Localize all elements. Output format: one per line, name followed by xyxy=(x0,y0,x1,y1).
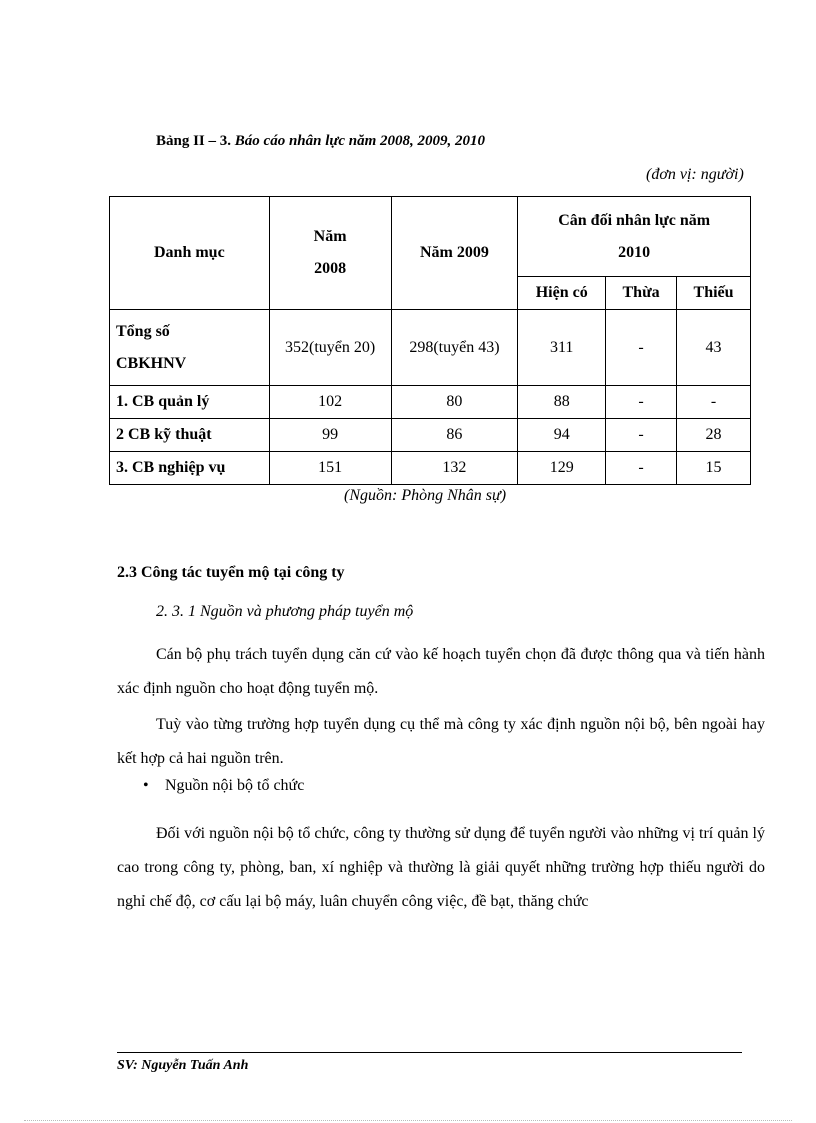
cell-2008: 102 xyxy=(269,386,391,419)
header-surplus: Thừa xyxy=(606,277,677,310)
source-note: (Nguồn: Phòng Nhân sự) xyxy=(344,487,507,504)
paragraph: Cán bộ phụ trách tuyển dụng căn cứ vào kế hoạch tuyển chọn đã được thông qua và tiến hành xác định nguồn cho hoạt động tuyển mộ. xyxy=(117,646,765,697)
page-edge-divider xyxy=(24,1120,792,1121)
cell-2009: 132 xyxy=(391,452,518,485)
cell-surplus: - xyxy=(606,310,677,386)
header-category: Danh mục xyxy=(110,197,270,310)
table-row xyxy=(110,386,751,419)
header-shortage: Thiếu xyxy=(677,277,751,310)
cell-current: 88 xyxy=(518,386,606,419)
row-label: 2 CB kỹ thuật xyxy=(110,419,270,452)
cell-surplus: - xyxy=(606,386,677,419)
header-2009: Năm 2009 xyxy=(391,197,518,310)
cell-shortage: 43 xyxy=(677,310,751,386)
cell-shortage: - xyxy=(677,386,751,419)
cell-2009: 86 xyxy=(391,419,518,452)
caption-prefix: Bảng II – 3. xyxy=(156,133,232,149)
cell-2008: 352(tuyển 20) xyxy=(269,310,391,386)
header-2008: Năm 2008 xyxy=(269,197,391,310)
header-balance-2010: Cân đối nhân lực năm 2010 xyxy=(518,197,751,277)
cell-surplus: - xyxy=(606,452,677,485)
cell-current: 311 xyxy=(518,310,606,386)
cell-surplus: - xyxy=(606,419,677,452)
footer-author: SV: Nguyễn Tuấn Anh xyxy=(117,1058,249,1073)
row-label: 3. CB nghiệp vụ xyxy=(110,452,270,485)
table-row xyxy=(110,452,751,485)
table-header-row xyxy=(110,197,751,277)
cell-2008: 151 xyxy=(269,452,391,485)
section-heading: 2.3 Công tác tuyển mộ tại công ty xyxy=(117,564,345,581)
cell-2008: 99 xyxy=(269,419,391,452)
table-caption xyxy=(156,133,485,150)
subsection-heading: 2. 3. 1 Nguồn và phương pháp tuyển mộ xyxy=(156,603,414,620)
cell-shortage: 15 xyxy=(677,452,751,485)
paragraph: Đối với nguồn nội bộ tổ chức, công ty thường sử dụng để tuyển người vào những vị trí quản lý cao trong công ty, phòng, ban, xí nghiệp và thường là giải quyết những trường hợp thiếu người do nghỉ chế độ, cơ cấu lại bộ máy, luân chuyển công việc, đề bạt, thăng chức xyxy=(117,825,765,910)
bullet-text: Nguồn nội bộ tổ chức xyxy=(165,777,305,794)
table-row xyxy=(110,310,751,386)
header-current: Hiện có xyxy=(518,277,606,310)
cell-current: 129 xyxy=(518,452,606,485)
paragraph: Tuỳ vào từng trường hợp tuyển dụng cụ thể mà công ty xác định nguồn nội bộ, bên ngoài hay kết hợp cả hai nguồn trên. xyxy=(117,716,765,767)
row-label: 1. CB quản lý xyxy=(110,386,270,419)
cell-current: 94 xyxy=(518,419,606,452)
unit-note: (đơn vị: người) xyxy=(646,166,744,183)
footer-divider xyxy=(117,1052,742,1053)
cell-2009: 80 xyxy=(391,386,518,419)
table-row xyxy=(110,419,751,452)
bullet-dot-icon: • xyxy=(143,777,149,794)
caption-title: Báo cáo nhân lực năm 2008, 2009, 2010 xyxy=(234,133,486,149)
cell-shortage: 28 xyxy=(677,419,751,452)
cell-2009: 298(tuyển 43) xyxy=(391,310,518,386)
row-label: Tổng số CBKHNV xyxy=(110,310,270,386)
bullet-item xyxy=(143,777,304,795)
hr-report-table xyxy=(109,196,751,485)
